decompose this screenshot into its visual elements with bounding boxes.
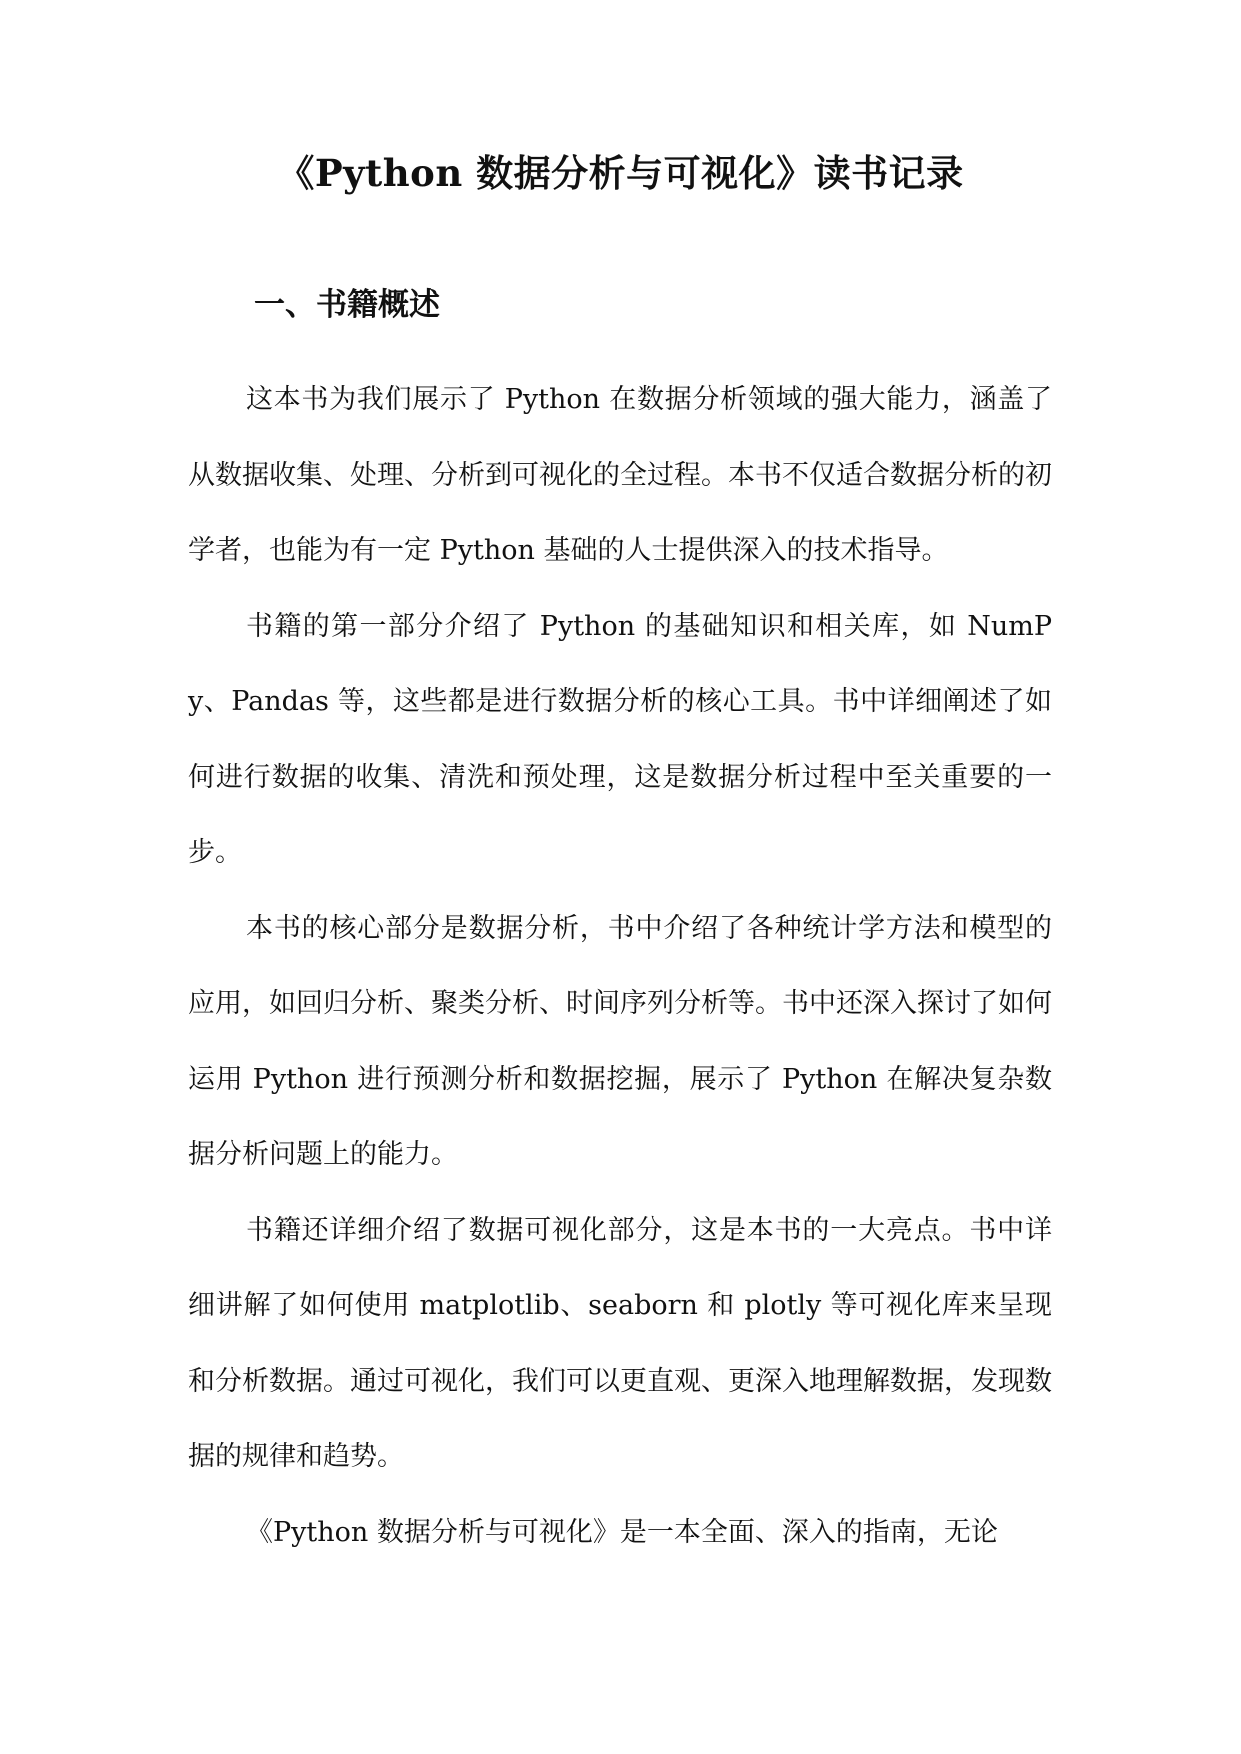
- paragraph-5: 《Python 数据分析与可视化》是一本全面、深入的指南，无论: [246, 1516, 998, 1548]
- section-heading: 一、书籍概述: [254, 287, 440, 323]
- paragraph-4: 书籍还详细介绍了数据可视化部分，这是本书的一大亮点。书中详细讲解了如何使用 matplotlib、seaborn 和 plotly 等可视化库来呈现和分析数据。通过可视化，我们可以更直观、更深入地理解数据，发现数据的规律和趋势。: [188, 1214, 1052, 1472]
- paragraph-2: 书籍的第一部分介绍了 Python 的基础知识和相关库，如 NumPy、Pandas 等，这些都是进行数据分析的核心工具。书中详细阐述了如何进行数据的收集、清洗和预处理，这是数据分析过程中至关重要的一步。: [188, 610, 1052, 868]
- paragraph-1: 这本书为我们展示了 Python 在数据分析领域的强大能力，涵盖了从数据收集、处理、分析到可视化的全过程。本书不仅适合数据分析的初学者，也能为有一定 Python 基础的人士提供深入的技术指导。: [188, 384, 1052, 566]
- body-text: [188, 362, 1052, 1570]
- document-title: 《Python 数据分析与可视化》读书记录: [277, 151, 964, 195]
- paragraph-3: 本书的核心部分是数据分析，书中介绍了各种统计学方法和模型的应用，如回归分析、聚类分析、时间序列分析等。书中还深入探讨了如何运用 Python 进行预测分析和数据挖掘，展示了 Python 在解决复杂数据分析问题上的能力。: [188, 912, 1052, 1170]
